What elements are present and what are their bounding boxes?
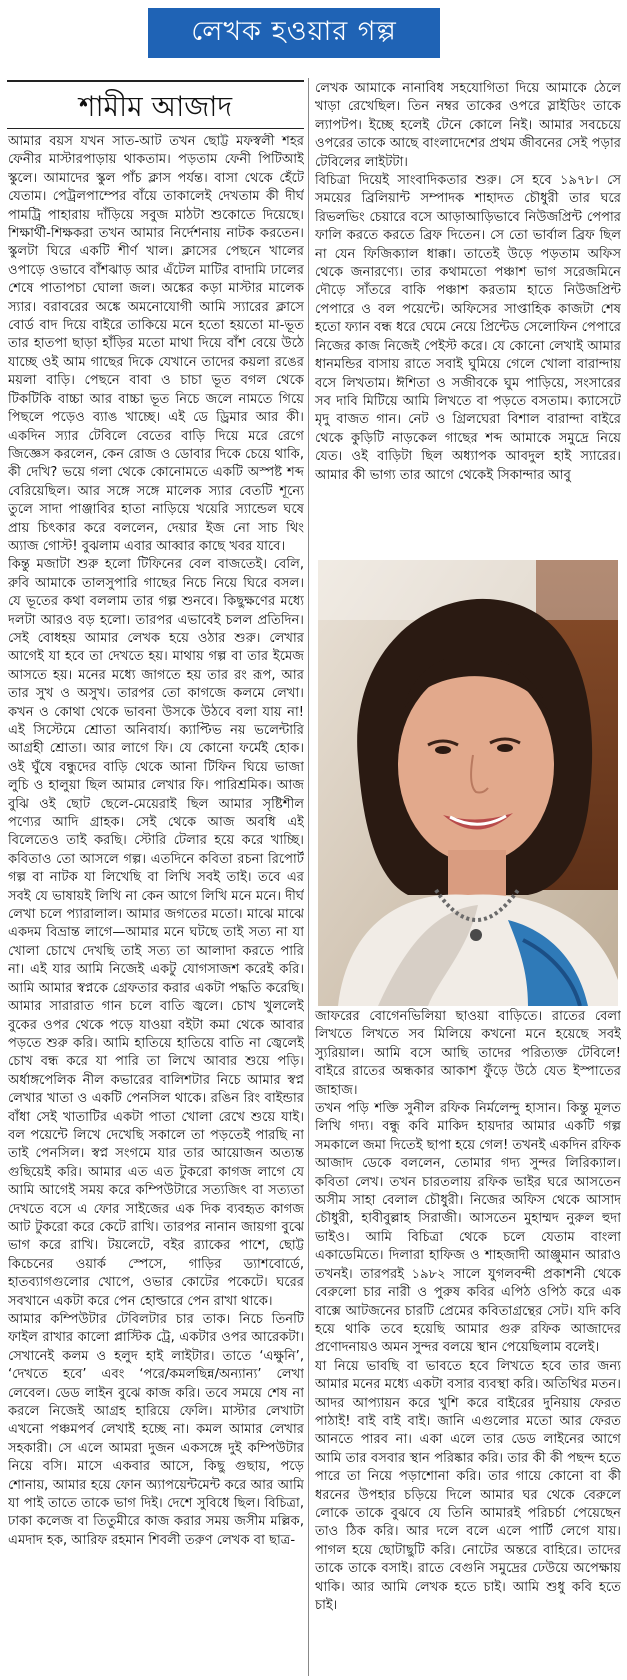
section-title: লেখক হওয়ার গল্প <box>191 15 397 47</box>
article-column-right-top <box>315 80 621 558</box>
article-paragraph: তখন পড়ি শক্তি সুনীল রফিক নির্মলেন্দু হাসান। কিন্তু মূলত লিখি গদ্য। বন্ধু কবি মাকিদ হায়দার আমার একটি গল্প সমকালে জমা দিতেই ছাপা হয়ে গেল! তখনই একদিন রফিক আজাদ ডেকে বললেন, তোমার গদ্য সুন্দর লিরিক্যাল। কবিতা লেখ। তখন চারতলায় রফিক ভাইর ঘরে আসতেন অসীম সাহা বেলাল চৌধুরী। নিজের অফিস থেকে আসাদ চৌধুরী, হাবীবুল্লাহ সিরাজী। আসতেন মুহাম্মদ নুরুল হুদা ভাইও। আমি বিচিত্রা থেকে চলে যেতাম বাংলা একাডেমিতে। দিলারা হাফিজ ও শাহজাদী আঞ্জুমান আরাও তখনই। তারপরই ১৯৮২ সালে যুগলবন্দী প্রকাশনী থেকে বেরুলো চার নারী ও পুরুষ কবির এপিঠ ওপিঠ করে এক বাক্সে আটজনের চারটি প্রেমের কবিতাগ্রন্থের সেট। যদি কবি হয়ে থাকি তবে হয়েছি আমার গুরু রফিক আজাদের প্রণোদনায়ও অমন সুন্দর বলয়ে স্থান পেয়েছিলাম বলেই। <box>315 1101 621 1356</box>
article-paragraph: যা নিয়ে ভাবছি বা ভাবতে হবে লিখতে হবে তার জন্য আমার মনের মধ্যে একটা বসার ব্যবস্থা করি। অতিথির মতন। আদর আপ্যায়ন করে খুশি করে বাইরের দুনিয়ায় ফেরত পাঠাই! বাই বাই বাই। জানি এগুলোর মতো আর ফেরত আনতে পারব না। একা এলে তার ডেড লাইনের আগে আমি তার বসবার স্থান পরিষ্কার করি। তার কী কী পছন্দ হতে পারে তা নিয়ে পড়াশোনা করি। তার গায়ে কোনো বা কী ধরনের উপহার চড়িয়ে দিলে আমার ঘর থেকে বেরুলে লোকে তাকে বুঝবে যে তিনি আমারই পরিচর্চা পেয়েছেন তাও ঠিক করি। আর দলে বলে এলে পার্টি লেগে যায়। পাগল হয়ে ছোটাছুটি করি। নোটের অন্তরে বাহিরে। তাদের তাকে তাকে বসাই। রাতে বেগুনি সমুদ্রের ঢেউয়ে অপেক্ষায় থাকি। আর আমি লেখক হতে চাই। আমি শুধু কবি হতে চাই। <box>315 1358 621 1613</box>
section-title-banner <box>148 8 440 58</box>
byline-rule <box>7 128 304 129</box>
article-paragraph: আমার বয়স যখন সাত-আট তখন ছোট্ট মফস্বলী শহর ফেনীর মাস্টারপাড়ায় থাকতাম। পড়তাম ফেনী পিটিআই স্কুলে। আমাদের স্কুল পাঁচ ক্লাস পর্যন্ত। বাসা থেকে হেঁটে যেতাম। পেট্রলপাম্পের বাঁয়ে তাকালেই দেখতাম কী দীর্ঘ পামট্রি পাহারায় দাঁড়িয়ে সবুজ মাঠটা শুকোতে দিয়েছে। শিক্ষার্থী-শিক্ষকরা তখন আমার নির্দেশনায় নাটক করতেন। স্কুলটা ঘিরে একটি শীর্ণ খাল। ক্লাসের পেছনে খালের ওপাড়ে ওভাবে বাঁশঝাড় আর এঁটেল মাটির বাদামি ঢালের শেষে পাতাপচা ঘোলা জল। অঙ্কের কড়া মাস্টার মালেক স্যার। বরাবরের অঙ্কে অমনোযোগী আমি স্যারের ক্লাসে বোর্ড বাদ দিয়ে বাইরে তাকিয়ে মনে হতো হয়তো মা-ভূত তার হাতপা ছাড়া হাঁড়ির মতো মাথা দিয়ে বাঁশ বেয়ে উঠে যাচ্ছে ওই আম গাছের দিকে যেখানে তাদের কয়লা রঙের ময়লা বাড়ি। পেছনে বাবা ও চাচা ভূত বগল থেকে টিকটিকি বাচ্চা আর বাচ্চা ভূত নিচে জলে নামতে গিয়ে পিছলে পড়েও ব্যাঙ খাচ্ছে। এই ডে ড্রিমার আর কী। একদিন স্যার টেবিলে বেতের বাড়ি দিয়ে মরে রেগে জিজ্ঞেস করলেন, কেন রোজ ও ডোবার দিকে চেয়ে থাকি, কী দেখি? ভয়ে গলা থেকে কোনোমতে একটি অস্পষ্ট শব্দ বেরিয়েছিল। আর সঙ্গে সঙ্গে মালেক স্যার বেতটি শূন্যে তুলে সাদা পাঞ্জাবির হাতা নাড়িয়ে খয়েরি স্যান্ডেল ঘষে প্রায় চিৎকার করে বললেন, দেয়ার ইজ নো সাচ থিং অ্যাজ গোস্ট! বুঝলাম এবার আব্বার কাছে খবর যাবে। <box>8 134 304 554</box>
author-byline <box>7 86 304 130</box>
author-photo <box>318 560 618 1006</box>
article-column-right-bottom <box>315 1008 621 1678</box>
article-column-left <box>8 133 304 1678</box>
article-paragraph: বিচিত্রা দিয়েই সাংবাদিকতার শুরু। সে হবে ১৯৭৮। সে সময়ের ব্রিলিয়ান্ট সম্পাদক শাহাদত চৌধুরী তার ঘরে রিভলভিং চেয়ারে বসে আড়াআড়িভাবে নিউজপ্রিন্ট পেপার ফালি করতে করতে ব্রিফ দিতেন। সে তো ভার্বাল ব্রিফ ছিল না যেন ফিজিক্যাল ধাক্কা। তাতেই উড়ে পড়তাম অফিস থেকে জনারণ্যে। তার কথামতো পঞ্চাশ ভাগ সরেজমিনে দৌড়ে সাঁতরে বাকি পঞ্চাশ করতাম হাতে নিউজপ্রিন্ট পেপারে ও বল পয়েন্টে। অফিসের সাপ্তাহিক কাজটা শেষ হতো ফ্যান বন্ধ ধরে ঘেমে নেয়ে প্রিন্টেড সেলোফিন পেপারে নিজের কাজ নিজেই পেইস্ট করে। যে কোনো লেখাই আমার ধানমন্ডির বাসায় রাতে সবাই ঘুমিয়ে গেলে খোলা বারান্দায় বসে লিখতাম। ঈশিতা ও সজীবকে ঘুম পাড়িয়ে, সংসারের সব দাবি মিটিয়ে আমি লিখতে বা পড়তে বসতাম। ক্যাসেটে মৃদু বাজত গান। নেট ও গ্রিলঘেরা বিশাল বারান্দা বাইরে থেকে কুড়িটি নাড়কেল গাছের শব্দ আমাকে সমুদ্রে নিয়ে যেত। ওই বাড়িটা ছিল অধ্যাপক আবদুল হাই স্যারের। আমার কী ভাগ্য তার আগে থেকেই সিকান্দার আবু <box>315 173 621 483</box>
column-divider <box>308 78 309 1676</box>
article-paragraph: লেখক আমাকে নানাবিধ সহযোগিতা দিয়ে আমাকে ঠেলে খাড়া রেখেছিল। তিন নম্বর তাকের ওপরে স্লাইডিং তাকে ল্যাপটপ। ইচ্ছে হলেই টেনে কোলে নিই। আমার সবচেয়ে ওপরের তাকে আছে বাংলাদেশের প্রথম জীবনের সেই পড়ার টেবিলের লাইটটা। <box>315 81 621 170</box>
author-name: শামীম আজাদ <box>78 89 233 123</box>
article-paragraph: কিন্তু মজাটা শুরু হলো টিফিনের বেল বাজতেই। বেলি, রুবি আমাকে তালসুপারি গাছের নিচে নিয়ে ঘিরে বসল। যে ভূতের কথা বললাম তার গল্প শুনবে। কিছুক্ষণের মধ্যে দলটা আরও বড় হলো। তারপর এভাবেই চলল প্রতিদিন। সেই বোধহয় আমার লেখক হয়ে ওঠার শুরু। লেখার আগেই যা হবে তা দেখতে হয়। মাথায় গল্প বা তার ইমেজ আসতে হয়। মনের মধ্যে জাগতে হয় তার রং রূপ, আর তার সুখ ও অসুখ। তারপর তো কাগজে কলমে লেখা। কখন ও কোথা থেকে ভাবনা উসকে উঠবে বলা যায় না! এই সিস্টেমে শ্রোতা অনিবার্য। ক্যাপ্টিভ নয় ভলেন্টারি আগ্রহী শ্রোতা। আর লাগে ফি। যে কোনো ফর্মেই হোক। ওই ঘুঁষে বন্ধুদের বাড়ি থেকে আনা টিফিন ঘিয়ে ভাজা লুচি ও হালুয়া ছিল আমার লেখার ফি। পারিশ্রমিক। আজ বুঝি ওই ছোট ছেলে-মেয়েরাই ছিল আমার সৃষ্টিশীল পণ্যের আদি গ্রাহক। সেই থেকে আজ অবধি এই বিলেতেও তাই করছি। স্টোরি টেলার হয়ে করে খাচ্ছি। কবিতাও তো আসলে গল্প। এতদিনে কবিতা রচনা রিপোর্ট গল্প বা নাটক যা লিখেছি বা লিখি সবই তাই। তবে এর সবই যে ভাষায়ই লিখি না কেন আগে লিখি মনে মনে। দীর্ঘ লেখা চলে প্যারালাল। আমার জগতের মতো। মাঝে মাঝে একদম বিভ্রান্ত লাগে—আমার মনে ঘটছে তাই সত্য না যা খোলা চোখে দেখছি তাই সত্য তা আলাদা করতে পারি না। এই যার আমি নিজেই একটু যোগসাজশ করেই করি। আমি আমার স্বপ্নকে গ্রেফতার করার একটা পদ্ধতি করেছি। আমার সারারাত গান চলে বাতি জ্বলে। চোখ খুললেই বুকের ওপর থেকে পড়ে যাওয়া বইটা কমা থেকে আবার পড়তে শুরু করি। আমি হাতিয়ে হাতিয়ে বাতি না জ্বেলেই চোখ বন্ধ করে যা পারি তা লিখে আবার শুয়ে পড়ি। অর্ধাঙ্গপেলিক নীল কভারের বালিশটার নিচে আমার স্বপ্ন লেখার খাতা ও একটি পেনসিল থাকে। রঙিন রিং বাইন্ডার বাঁধা সেই খাতাটির একটা পাতা খোলা রেখে শুয়ে যাই। বল পয়েন্টে লিখে দেখেছি সকালে তা পড়তেই পারছি না তাই পেনসিল। স্বপ্ন সংগমে যার তার আয়োজন অত্যন্ত গুছিয়েই করি। আমার এত এত টুকরো কাগজ লাগে যে আমি আগেই সময় করে কম্পিউটারে সত্যজিৎ বা সত্যতা দেখতে বসে এ ফোর সাইজের এক দিক ব্যবহৃত কাগজ আট টুকরো করে কেটে রাখি। তারপর নানান জায়গা বুঝে ভাগ করে রাখি। টয়লেটে, বইর র‍্যাকের পাশে, ছোট্ট কিচেনের ওয়ার্ক স্পেসে, গাড়ির ড্যাশবোর্ডে, হাতব্যাগগুলোর খোপে, ওভার কোটের পকেটে। ঘরের সবখানে একটা করে পেন হোল্ডারে পেন রাখা থাকে। <box>8 557 304 1309</box>
top-rule <box>7 80 304 82</box>
article-paragraph: আমার কম্পিউটার টেবিলটার চার তাক। নিচে তিনটি ফাইল রাখার কালো প্লাস্টিক ট্রে, একটার ওপর আরেকটা। সেখানেই কলম ও হলুদ হাই লাইটার। তাতে ‘এক্ষুনি’, ‘দেখতে হবে’ এবং ‘পরে/কমলছিন্ন/অন্যান্য’ লেখা লেবেল। ডেড লাইন বুঝে কাজ করি। তবে সময়ে শেষ না করলে নিজেই আগ্রহ হারিয়ে ফেলি। মাস্টার লেখাটা এখনো পঞ্চমপর্ব লেখাই হচ্ছে না। কমল আমার লেখার সহকারী। সে এলে আমরা দুজন একসঙ্গে দুই কম্পিউটার নিয়ে বসি। মাসে একবার আসে, কিছু গুছায়, পড়ে শোনায়, আমার হয়ে ফোন অ্যাপয়েন্টমেন্ট করে আর আমি যা পাই তাতে তাকে ভাগ দিই। দেশে সুবিধে ছিল। বিচিত্রা, ঢাকা কলেজ বা তিতুমীরে কাজ করার সময় জসীম মল্লিক, এমদাদ হক, আরিফ রহমান শিবলী তরুণ লেখক বা ছাত্র- <box>8 1312 304 1548</box>
article-paragraph: জাফরের বোগেনভিলিয়া ছাওয়া বাড়িতে। রাতের বেলা লিখতে লিখতে সব মিলিয়ে কখনো মনে হয়েছে সবই স্যুরিয়াল। আমি বসে আছি তাদের পরিত্যক্ত টেবিলে! বাইরে রাতের অন্ধকার আকাশ ফুঁড়ে উঠে যেত ইস্পাতের জাহাজ। <box>315 1009 621 1098</box>
